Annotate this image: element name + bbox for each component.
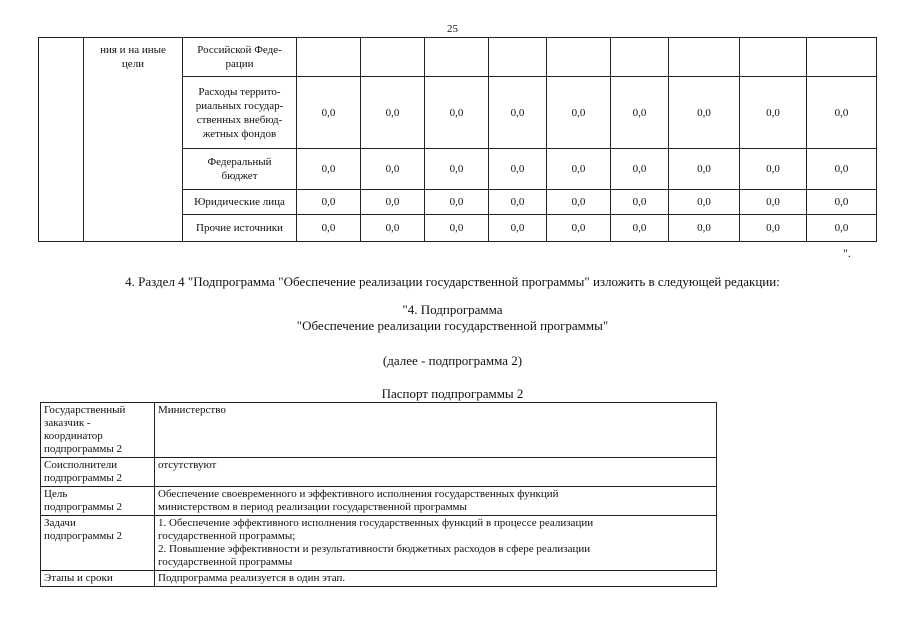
value-cell: 0,0 <box>425 215 489 242</box>
passport-row <box>41 403 717 458</box>
value-cell: 0,0 <box>547 77 611 149</box>
value-cell <box>489 38 547 77</box>
value-cell <box>425 38 489 77</box>
value-cell: 0,0 <box>807 215 877 242</box>
value-cell: 0,0 <box>489 190 547 215</box>
value-cell: 0,0 <box>669 215 740 242</box>
value-cell: 0,0 <box>361 190 425 215</box>
value-cell: 0,0 <box>740 190 807 215</box>
passport-label: Цель подпрограммы 2 <box>41 487 155 516</box>
value-cell: 0,0 <box>489 77 547 149</box>
amendment-paragraph: 4. Раздел 4 "Подпрограмма "Обеспечение реализации государственной программы" изложить в следующей редакции: <box>125 274 780 289</box>
value-cell <box>361 38 425 77</box>
subprogram-title <box>0 302 905 334</box>
passport-title: Паспорт подпрограммы 2 <box>381 386 524 401</box>
funding-source-cell: Расходы террито- риальных государ- ственных внебюд- жетных фондов <box>183 77 297 149</box>
value-cell: 0,0 <box>489 149 547 190</box>
value-cell: 0,0 <box>547 215 611 242</box>
passport-row <box>41 516 717 571</box>
value-cell <box>740 38 807 77</box>
value-cell: 0,0 <box>611 190 669 215</box>
passport-value: 1. Обеспечение эффективного исполнения государственных функций в процессе реализации государственной программы; 2. Повышение эффективности и результативности бюджетных расходов в сфере реализации государственной программы <box>155 516 717 571</box>
page-number: 25 <box>447 23 458 35</box>
value-cell: 0,0 <box>361 77 425 149</box>
value-cell <box>547 38 611 77</box>
budget-table <box>38 37 877 242</box>
value-cell: 0,0 <box>297 215 361 242</box>
value-cell: 0,0 <box>740 149 807 190</box>
budget-purpose-cell: ния и на иные цели <box>84 38 183 242</box>
passport-row <box>41 458 717 487</box>
value-cell: 0,0 <box>669 190 740 215</box>
value-cell: 0,0 <box>297 190 361 215</box>
value-cell <box>669 38 740 77</box>
value-cell <box>611 38 669 77</box>
passport-row <box>41 571 717 587</box>
passport-label: Этапы и сроки <box>41 571 155 587</box>
value-cell: 0,0 <box>740 215 807 242</box>
budget-col1-cell <box>39 38 84 242</box>
funding-source-cell: Российской Феде- рации <box>183 38 297 77</box>
value-cell <box>297 38 361 77</box>
value-cell: 0,0 <box>297 149 361 190</box>
value-cell: 0,0 <box>807 149 877 190</box>
passport-label: Государственный заказчик - координатор подпрограммы 2 <box>41 403 155 458</box>
subprogram-title-line2: "Обеспечение реализации государственной программы" <box>296 318 609 333</box>
passport-value: отсутствуют <box>155 458 717 487</box>
funding-source-cell: Федеральный бюджет <box>183 149 297 190</box>
value-cell: 0,0 <box>611 215 669 242</box>
value-cell: 0,0 <box>669 149 740 190</box>
value-cell: 0,0 <box>669 77 740 149</box>
subprogram-title-line1: "4. Подпрограмма <box>402 302 503 317</box>
passport-value: Подпрограмма реализуется в один этап. <box>155 571 717 587</box>
value-cell: 0,0 <box>361 149 425 190</box>
value-cell: 0,0 <box>425 190 489 215</box>
value-cell: 0,0 <box>807 77 877 149</box>
value-cell: 0,0 <box>425 149 489 190</box>
value-cell: 0,0 <box>611 149 669 190</box>
funding-source-cell: Юридические лица <box>183 190 297 215</box>
value-cell: 0,0 <box>425 77 489 149</box>
value-cell: 0,0 <box>611 77 669 149</box>
value-cell: 0,0 <box>547 149 611 190</box>
value-cell: 0,0 <box>361 215 425 242</box>
passport-value: Обеспечение своевременного и эффективного исполнения государственных функций министерством в период реализации государственной программы <box>155 487 717 516</box>
value-cell: 0,0 <box>740 77 807 149</box>
passport-label: Задачи подпрограммы 2 <box>41 516 155 571</box>
passport-label: Соисполнители подпрограммы 2 <box>41 458 155 487</box>
value-cell: 0,0 <box>489 215 547 242</box>
value-cell: 0,0 <box>297 77 361 149</box>
funding-source-cell: Прочие источники <box>183 215 297 242</box>
value-cell: 0,0 <box>807 190 877 215</box>
subprogram-note: (далее - подпрограмма 2) <box>382 353 523 368</box>
passport-row <box>41 487 717 516</box>
closing-quote: ". <box>843 246 851 260</box>
passport-value: Министерство <box>155 403 717 458</box>
budget-row <box>39 38 877 77</box>
value-cell <box>807 38 877 77</box>
passport-table <box>40 402 717 587</box>
value-cell: 0,0 <box>547 190 611 215</box>
